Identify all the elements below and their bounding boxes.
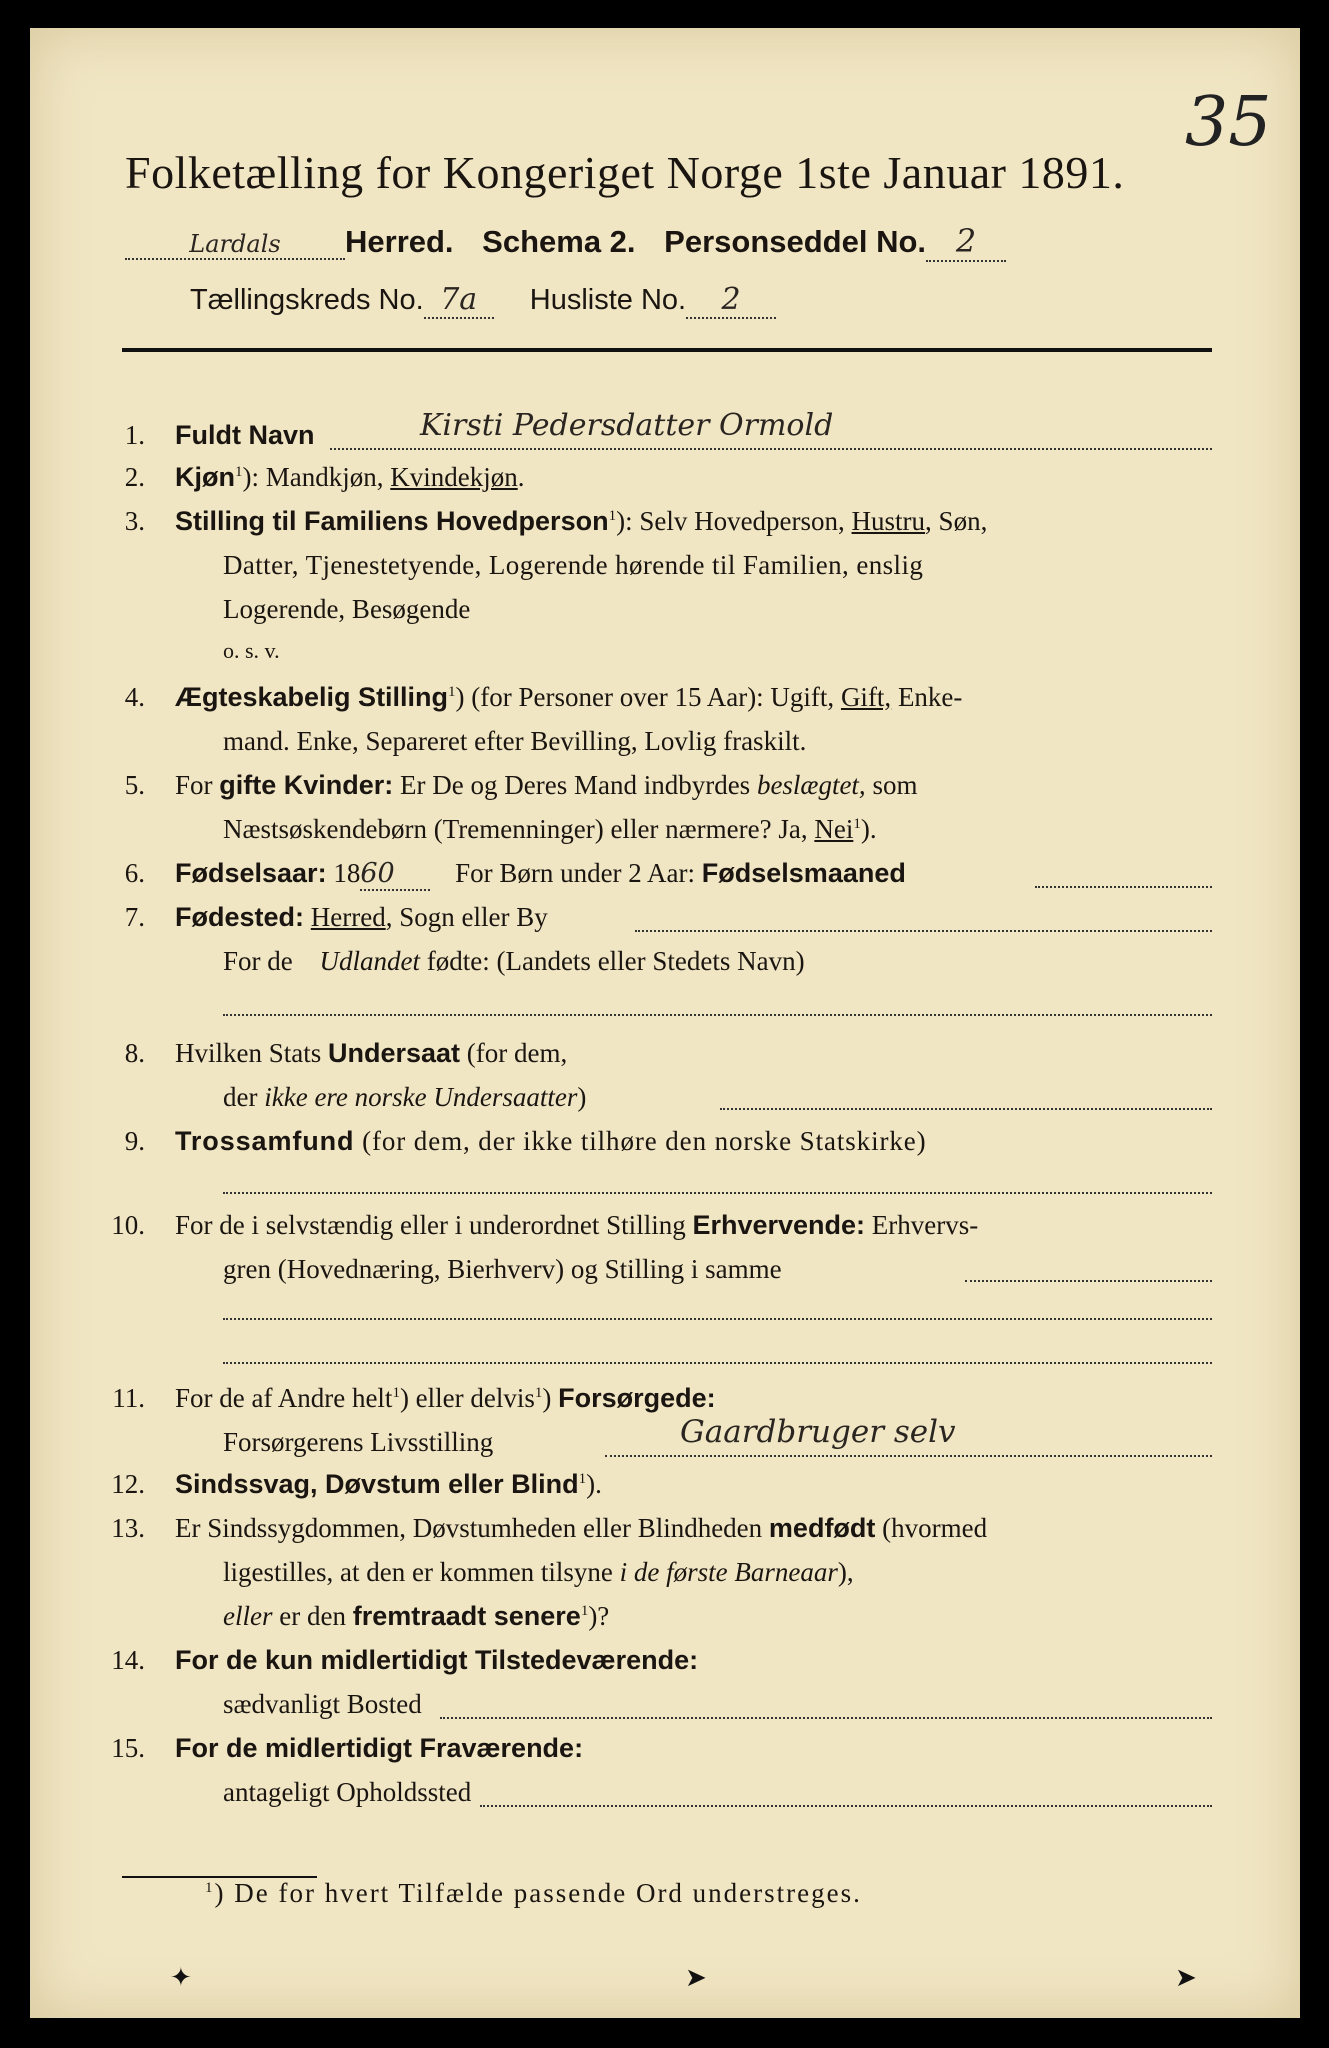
q11-text-mid2: ) — [542, 1383, 559, 1413]
census-form-sheet — [30, 28, 1300, 2018]
q7-number: 7. — [124, 902, 145, 932]
q5-label: gifte Kvinder: — [219, 770, 394, 800]
taellingskreds-value[interactable]: 7a — [424, 282, 494, 319]
q8-line1 — [175, 1038, 567, 1069]
q3-line4: o. s. v. — [223, 638, 280, 663]
q4-selected-option[interactable]: Gift, — [840, 682, 892, 712]
q13-line2-end: ), — [837, 1557, 854, 1587]
q12-label: Sindssvag, Døvstum eller Blind — [175, 1469, 579, 1499]
q10-line1 — [175, 1210, 978, 1241]
q6-text: For Børn under 2 Aar: — [455, 858, 702, 888]
personseddel-label: Personseddel No. — [664, 224, 927, 259]
q12-footnote-mark: 1 — [578, 1471, 587, 1487]
footnote — [205, 1878, 862, 1909]
q6-line — [175, 858, 906, 891]
q2-line — [175, 462, 525, 493]
q5-selected-option[interactable]: Nei — [814, 814, 854, 844]
q5-line2-end: ). — [860, 814, 877, 844]
q8-line2 — [223, 1082, 586, 1113]
q3-line3: Logerende, Besøgende — [223, 594, 471, 624]
q8-field-line[interactable] — [720, 1108, 1212, 1110]
q6-label2: Fødselsmaaned — [701, 858, 906, 888]
herred-line — [125, 222, 1006, 262]
q9-line — [175, 1126, 927, 1157]
q10-line2: gren (Hovednæring, Bierhverv) og Stilling i samme — [223, 1254, 782, 1284]
herred-value[interactable]: Lardals — [125, 230, 345, 260]
registration-mark-left: ✦ — [170, 1963, 192, 1992]
q3-number: 3. — [124, 506, 145, 536]
husliste-value[interactable]: 2 — [686, 282, 776, 319]
q13-italic: i de første Barneaar — [619, 1557, 838, 1587]
q7-line2 — [223, 946, 805, 977]
q8-line2-text: der — [223, 1082, 265, 1112]
q14-field-line[interactable] — [440, 1717, 1212, 1719]
q10-field-line1[interactable] — [965, 1280, 1212, 1282]
q2-number: 2. — [124, 462, 145, 492]
q8-text: Hvilken Stats — [175, 1038, 328, 1068]
q15-number: 15. — [111, 1733, 145, 1763]
q14-number: 14. — [111, 1645, 145, 1675]
q14-line2: sædvanligt Bosted — [223, 1689, 422, 1719]
q8-text-end: (for dem, — [460, 1038, 568, 1068]
page-number-handwritten: 35 — [1185, 83, 1272, 162]
footnote-text: ) De for hvert Tilfælde passende Ord understreges. — [214, 1878, 862, 1908]
q11-text-mid: ) eller delvis — [399, 1383, 535, 1413]
herred-label: Herred. — [345, 224, 454, 259]
q6-year-value[interactable]: 60 — [360, 858, 430, 891]
q1-field-line — [330, 448, 1212, 450]
schema-label: Schema 2. — [482, 224, 636, 259]
q13-line1 — [175, 1513, 987, 1544]
q13-line3-text: er den — [272, 1601, 353, 1631]
q3-line1 — [175, 506, 987, 537]
q11-footnote-mark-a: 1 — [392, 1385, 400, 1401]
q10-field-line3[interactable] — [223, 1362, 1212, 1364]
q11-number: 11. — [112, 1383, 145, 1413]
q5-italic: beslægtet, — [756, 770, 866, 800]
q7-italic: Udlandet — [319, 946, 420, 976]
q12-line — [175, 1469, 602, 1500]
q7-extra-line[interactable] — [223, 1014, 1212, 1016]
q7-selected-option[interactable]: Herred — [310, 902, 386, 932]
q10-label: Erhvervende: — [692, 1210, 866, 1240]
q9-number: 9. — [124, 1126, 145, 1156]
form-title: Folketælling for Kongeriget Norge 1ste Januar 1891. — [125, 147, 1125, 198]
husliste-label: Husliste No. — [529, 284, 687, 316]
q1-label: Fuldt Navn — [175, 420, 315, 450]
q5-line2 — [223, 814, 877, 845]
q7-line1 — [175, 902, 548, 933]
q7-line2-text: For de — [223, 946, 300, 976]
q9-text: (for dem, der ikke tilhøre den norske Statskirke) — [354, 1126, 927, 1156]
q1-name-value[interactable]: Kirsti Pedersdatter Ormold — [420, 408, 834, 443]
q4-text: ) (for Personer over 15 Aar): Ugift, — [455, 682, 841, 712]
q13-footnote-mark: 1 — [580, 1603, 589, 1619]
q5-number: 5. — [124, 770, 145, 800]
q5-line1 — [175, 770, 917, 801]
q11-line2: Forsørgerens Livsstilling — [223, 1427, 494, 1457]
q6-label: Fødselsaar: — [175, 858, 327, 888]
q14-label: For de kun midlertidigt Tilstedeværende: — [175, 1645, 699, 1675]
q10-text-end: Erhvervs- — [865, 1210, 979, 1240]
q8-label: Undersaat — [328, 1038, 461, 1068]
q3-text: ): Selv Hovedperson, — [616, 506, 852, 536]
q13-label2: fremtraadt senere — [352, 1601, 581, 1631]
q5-line2-text: Næstsøskendebørn (Tremenninger) eller nærmere? Ja, — [223, 814, 815, 844]
q3-selected-option[interactable]: Hustru — [851, 506, 926, 536]
q4-footnote-mark: 1 — [448, 684, 456, 700]
taellingskreds-label: Tællingskreds No. — [190, 284, 424, 316]
q13-number: 13. — [111, 1513, 145, 1543]
q11-value[interactable]: Gaardbruger selv — [680, 1414, 956, 1450]
q11-line1 — [175, 1383, 716, 1414]
q7-text: , Sogn eller By — [385, 902, 548, 932]
q8-number: 8. — [124, 1038, 145, 1068]
q12-text: ). — [586, 1469, 602, 1499]
q11-field-line — [605, 1455, 1212, 1457]
q7-line2-end: fødte: (Landets eller Stedets Navn) — [420, 946, 805, 976]
q8-line2-end: ) — [577, 1082, 587, 1112]
q11-text: For de af Andre helt — [175, 1383, 393, 1413]
q3-text-end: , Søn, — [925, 506, 988, 536]
q5-text-mid: Er De og Deres Mand indbyrdes — [393, 770, 757, 800]
header-rule — [122, 348, 1212, 352]
q2-footnote-mark: 1 — [235, 464, 243, 480]
q10-number: 10. — [111, 1210, 145, 1240]
q13-line3 — [223, 1601, 609, 1632]
q4-line2: mand. Enke, Separeret efter Bevilling, Lovlig fraskilt. — [223, 726, 807, 756]
q8-italic: ikke ere norske Undersaatter — [264, 1082, 578, 1112]
q15-field-line[interactable] — [480, 1805, 1212, 1807]
taellingskreds-line — [190, 282, 776, 319]
q3-line2: Datter, Tjenestetyende, Logerende hørende til Familien, enslig — [223, 550, 924, 580]
q4-text-end: Enke- — [891, 682, 963, 712]
q2-selected-option[interactable]: Kvindekjøn — [390, 462, 518, 492]
q13-line2 — [223, 1557, 854, 1588]
q6-year-prefix: 18 — [333, 858, 361, 888]
q1-number: 1. — [124, 420, 145, 450]
q5-text: For — [175, 770, 220, 800]
q4-label: Ægteskabelig Stilling — [175, 682, 449, 712]
registration-mark-right: ➤ — [1175, 1963, 1197, 1992]
q6-number: 6. — [124, 858, 145, 888]
q13-text: Er Sindssygdommen, Døvstumheden eller Blindheden — [175, 1513, 769, 1543]
q5-footnote-mark: 1 — [853, 816, 861, 832]
q4-line1 — [175, 682, 962, 713]
q9-field-line[interactable] — [223, 1192, 1212, 1194]
q15-line2: antageligt Opholdssted — [223, 1777, 472, 1807]
q4-number: 4. — [124, 682, 145, 712]
q3-footnote-mark: 1 — [608, 508, 617, 524]
q3-label: Stilling til Familiens Hovedperson — [175, 506, 609, 536]
q15-label: For de midlertidigt Fraværende: — [175, 1733, 584, 1763]
q2-label: Kjøn — [175, 462, 235, 492]
q7-field-line[interactable] — [635, 930, 1212, 932]
q10-text: For de i selvstændig eller i underordnet Stilling — [175, 1210, 693, 1240]
q10-field-line2[interactable] — [223, 1318, 1212, 1320]
q5-text-end: som — [865, 770, 918, 800]
q11-footnote-mark-b: 1 — [534, 1385, 543, 1401]
q13-text-end: (hvormed — [875, 1513, 988, 1543]
q9-label: Trossamfund — [175, 1126, 355, 1156]
q6-month-field[interactable] — [1035, 886, 1212, 888]
footnote-mark: 1 — [205, 1880, 215, 1896]
q7-label: Fødested: — [175, 902, 305, 932]
q2-text: ): Mandkjøn, — [242, 462, 391, 492]
q13-label: medfødt — [768, 1513, 876, 1543]
q11-label: Forsørgede: — [558, 1383, 716, 1413]
registration-mark-center: ➤ — [685, 1963, 707, 1992]
q13-line3-italic: eller — [223, 1601, 273, 1631]
q12-number: 12. — [111, 1469, 145, 1499]
q13-line2-text: ligestilles, at den er kommen tilsyne — [223, 1557, 620, 1587]
q13-line3-end: )? — [588, 1601, 610, 1631]
q2-text-end: . — [517, 462, 525, 492]
personseddel-value[interactable]: 2 — [926, 222, 1006, 262]
